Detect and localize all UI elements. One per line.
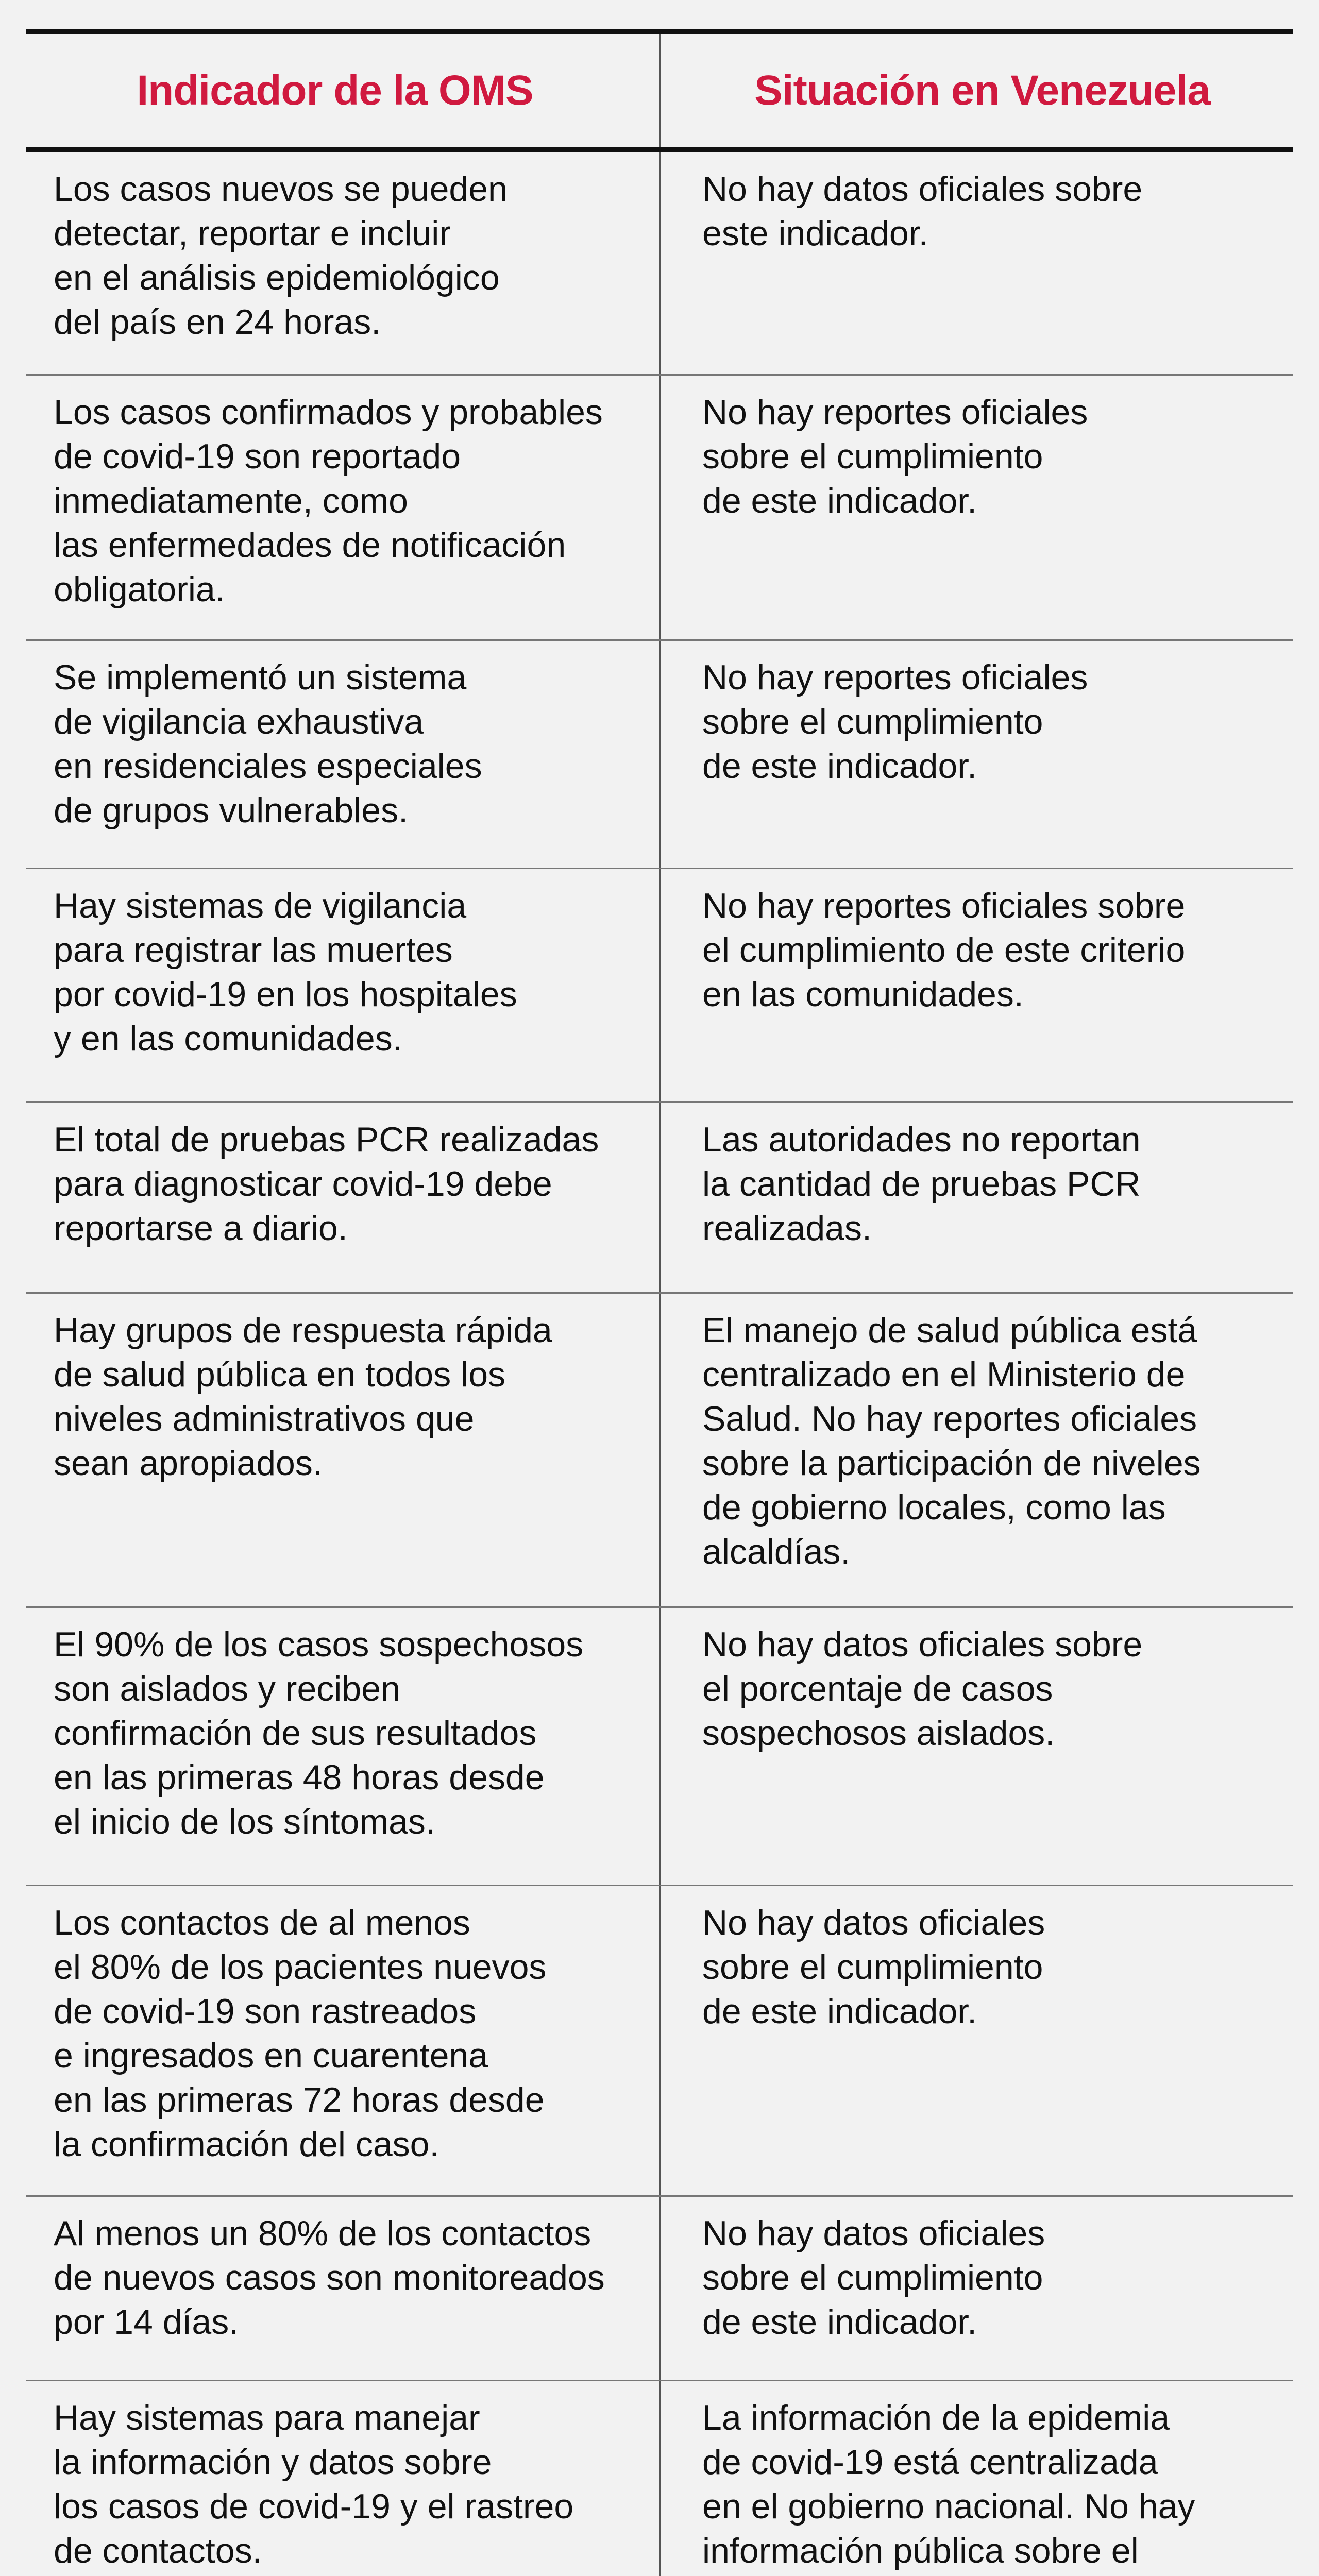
indicator-cell: El 90% de los casos sospechosos son aislados y reciben confirmación de sus resultados en las primeras 48 horas desde el inicio de los síntomas. [54,1625,584,1841]
indicator-cell: Los casos confirmados y probables de covid-19 son reportado inmediatamente, como las enfermedades de notificación obligatoria. [54,393,603,609]
table-row [26,1886,1293,2197]
indicator-cell: Se implementó un sistema de vigilancia exhaustiva en residenciales especiales de grupos vulnerables. [54,658,482,830]
table-row [26,641,1293,869]
situation-cell: No hay datos oficiales sobre el cumplimiento de este indicador. [660,1886,1293,2195]
header-indicator: Indicador de la OMS [137,67,533,114]
situation-cell: No hay datos oficiales sobre el porcentaje de casos sospechosos aislados. [660,1608,1293,1885]
table-row [26,376,1293,641]
situation-cell: No hay datos oficiales sobre este indicador. [660,152,1293,374]
indicator-cell: Hay sistemas de vigilancia para registrar las muertes por covid-19 en los hospitales y en las comunidades. [54,886,517,1058]
situation-cell: No hay datos oficiales sobre el cumplimiento de este indicador. [660,2197,1293,2380]
situation-cell: No hay reportes oficiales sobre el cumplimiento de este criterio en las comunidades. [660,869,1293,1101]
table-row [26,1294,1293,1608]
situation-cell: No hay reportes oficiales sobre el cumplimiento de este indicador. [660,376,1293,639]
table-row [26,2381,1293,2576]
indicator-cell: Los casos nuevos se pueden detectar, reportar e incluir en el análisis epidemiológico del país en 24 horas. [54,170,508,342]
indicator-cell: Hay sistemas para manejar la información y datos sobre los casos de covid-19 y el rastreo de contactos. [54,2398,574,2570]
table-header [26,34,1293,152]
table-row [26,152,1293,376]
situation-cell: Las autoridades no reportan la cantidad de pruebas PCR realizadas. [660,1103,1293,1292]
situation-cell: El manejo de salud pública está centralizado en el Ministerio de Salud. No hay reportes oficiales sobre la participación de niveles de gobierno locales, como las alcaldías. [660,1294,1293,1606]
situation-cell: La información de la epidemia de covid-19 está centralizada en el gobierno nacional. No hay información pública sobre el [660,2381,1293,2576]
table-row [26,1103,1293,1294]
table-row [26,869,1293,1103]
situation-cell: No hay reportes oficiales sobre el cumplimiento de este indicador. [660,641,1293,868]
indicators-table [26,29,1293,2576]
header-situation: Situación en Venezuela [660,34,1293,147]
indicator-cell: Los contactos de al menos el 80% de los pacientes nuevos de covid-19 son rastreados e ingresados en cuarentena en las primeras 72 horas desde la confirmación del caso. [54,1903,547,2164]
indicator-cell: El total de pruebas PCR realizadas para diagnosticar covid-19 debe reportarse a diario. [54,1120,599,1248]
table-row [26,1608,1293,1886]
indicator-cell: Hay grupos de respuesta rápida de salud pública en todos los niveles administrativos que sean apropiados. [54,1311,552,1483]
table-row [26,2197,1293,2381]
indicator-cell: Al menos un 80% de los contactos de nuevos casos son monitoreados por 14 días. [54,2214,605,2342]
